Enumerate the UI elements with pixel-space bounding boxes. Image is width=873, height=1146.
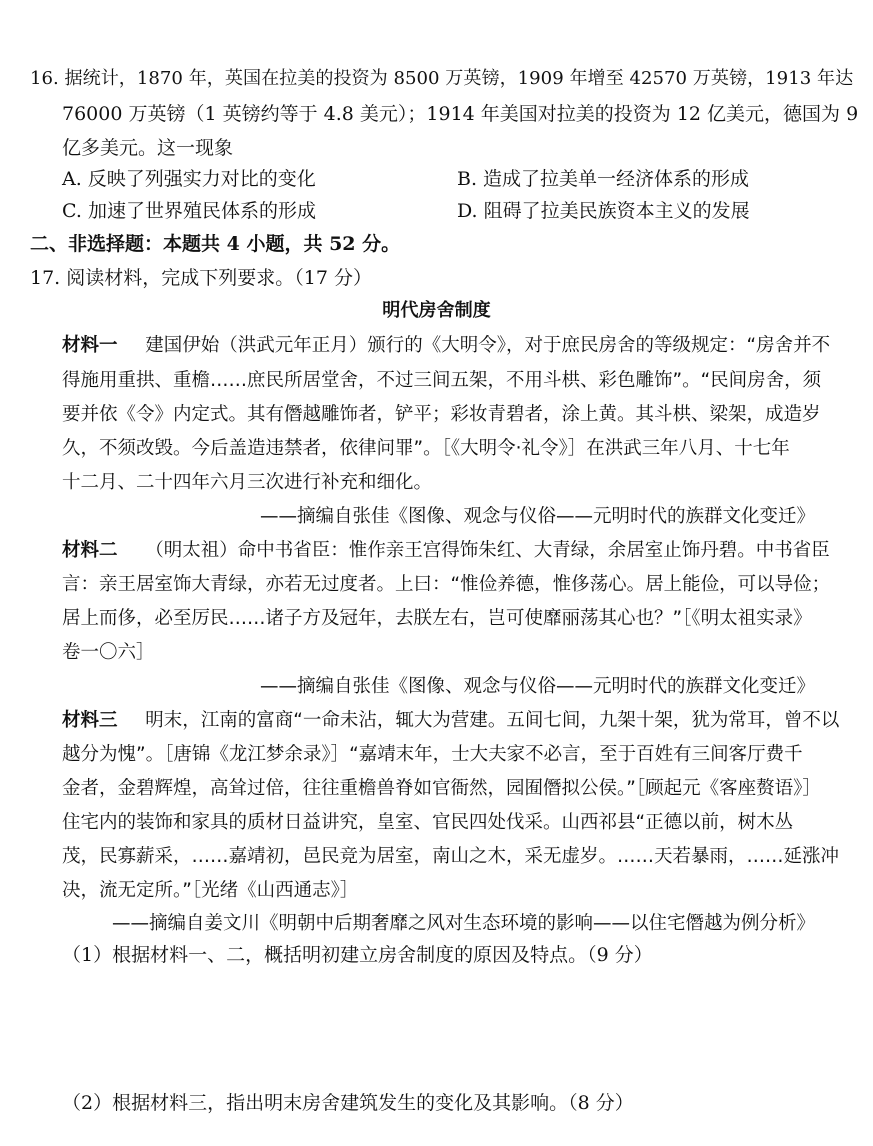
material-1-label: 材料一 xyxy=(62,335,118,356)
material-1-line-5: 十二月、二十四年六月三次进行补充和细化。 xyxy=(62,472,433,493)
material-2-line-1 xyxy=(62,538,830,564)
q16-line-3: 亿多美元。这一现象 xyxy=(62,137,234,159)
material-1-line-4: 久，不须改毁。今后盖造违禁者，依律问罪”。［《大明令·礼令》］在洪武三年八月、十七年 xyxy=(62,438,790,459)
material-1-line-1 xyxy=(62,333,830,359)
q17-subquestion-1: （1）根据材料一、二，概括明初建立房舍制度的原因及特点。（9 分） xyxy=(62,944,653,966)
material-3-line-4: 住宅内的装饰和家具的质材日益讲究，皇室、官民四处伐采。山西祁县“正德以前，树木丛 xyxy=(62,812,794,833)
material-title: 明代房舍制度 xyxy=(382,300,491,321)
material-2-text-1: （明太祖）命中书省臣：惟作亲王宫得饰朱红、大青绿，余居室止饰丹碧。中书省臣 xyxy=(145,540,830,561)
material-2-line-4: 卷一〇六］ xyxy=(62,642,155,663)
material-2-line-3: 居上而侈，必至厉民……诸子方及冠年，去朕左右，岂可使靡丽荡其心也？”［《明太祖实录》 xyxy=(62,608,812,629)
material-3-line-2: 越分为愧”。［唐锦《龙江梦余录》］“嘉靖末年，士大夫家不必言，至于百姓有三间客厅费千 xyxy=(62,744,803,765)
q17-subquestion-2: （2）根据材料三，指出明末房舍建筑发生的变化及其影响。（8 分） xyxy=(62,1092,634,1114)
material-2-label: 材料二 xyxy=(62,540,118,561)
material-3-line-5: 茂，民寡薪采，……嘉靖初，邑民竞为居室，南山之木，采无虚岁。……天若暴雨，……延涨冲 xyxy=(62,846,840,867)
material-1-text-1: 建国伊始（洪武元年正月）颁行的《大明令》，对于庶民房舍的等级规定：“房舍并不 xyxy=(145,335,831,356)
material-1-source: ——摘编自张佳《图像、观念与仪俗——元明时代的族群文化变迁》 xyxy=(259,506,815,527)
material-3-text-1: 明末，江南的富商“一命未沾，辄大为营建。五间七间，九架十架，犹为常耳，曾不以 xyxy=(145,710,840,731)
q16-option-a: A. 反映了列强实力对比的变化 xyxy=(62,168,316,190)
q16-line-1: 16. 据统计，1870 年，英国在拉美的投资为 8500 万英镑，1909 年增至 42570 万英镑，1913 年达 xyxy=(30,68,854,89)
material-3-source: ——摘编自姜文川《明朝中后期奢靡之风对生态环境的影响——以住宅僭越为例分析》 xyxy=(111,913,815,934)
section-heading: 二、非选择题：本题共 4 小题，共 52 分。 xyxy=(30,233,401,255)
material-2-source: ——摘编自张佳《图像、观念与仪俗——元明时代的族群文化变迁》 xyxy=(259,676,815,697)
material-3-line-3: 金者，金碧辉煌，高耸过倍，往往重檐兽脊如官衙然，园囿僭拟公侯。”［顾起元《客座赘语》］ xyxy=(62,778,821,799)
q17-intro: 17. 阅读材料，完成下列要求。（17 分） xyxy=(30,267,372,289)
q16-line-2: 76000 万英镑（1 英镑约等于 4.8 美元）；1914 年美国对拉美的投资为 12 亿美元，德国为 9 xyxy=(62,103,859,125)
material-3-label: 材料三 xyxy=(62,710,118,731)
material-3-line-6: 决，流无定所。”［光绪《山西通志》］ xyxy=(62,880,359,901)
material-1-line-2: 得施用重拱、重檐……庶民所居堂舍，不过三间五架，不用斗栱、彩色雕饰”。“民间房舍，须 xyxy=(62,370,822,391)
q16-option-c: C. 加速了世界殖民体系的形成 xyxy=(62,200,316,222)
material-2-line-2: 言：亲王居室饰大青绿，亦若无过度者。上曰：“惟俭养德，惟侈荡心。居上能俭，可以导俭； xyxy=(62,574,831,595)
material-3-line-1 xyxy=(62,708,839,734)
material-1-line-3: 要并依《令》内定式。其有僭越雕饰者，铲平；彩妆青碧者，涂上黄。其斗栱、梁架，成造岁 xyxy=(62,404,821,425)
q16-option-b: B. 造成了拉美单一经济体系的形成 xyxy=(457,168,750,190)
q16-option-d: D. 阻碍了拉美民族资本主义的发展 xyxy=(457,200,750,222)
